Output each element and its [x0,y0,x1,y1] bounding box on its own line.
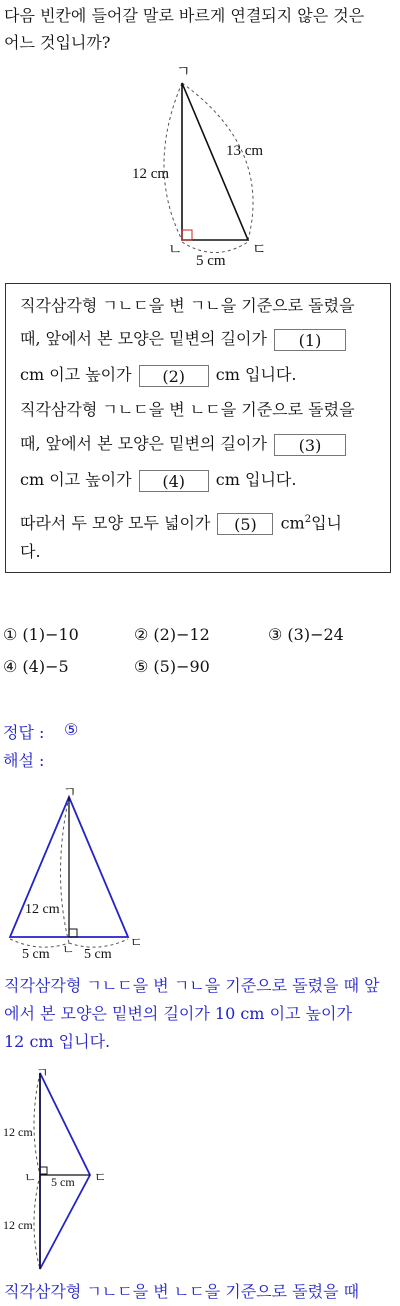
box-line-3 [20,364,296,387]
vertex-bottom-right-label: ㄷ [252,242,267,258]
vertex-top-label: ㄱ [176,64,191,80]
fig3-right-label: ㄷ [94,1170,107,1185]
fig2-base-left-label: 5 cm [22,947,50,962]
hypotenuse-label: 13 cm [226,143,264,159]
box-line-1: 직각삼각형 ㄱㄴㄷ을 변 ㄱㄴ을 기준으로 돌렸을 [20,296,355,315]
box-text: cm 이고 높이가 [20,470,132,489]
fig2-base-right-label: 5 cm [84,947,112,962]
answer-label: 정답 : [3,723,45,742]
fill-in-box [5,283,391,573]
box-text: 때, 앞에서 본 모양은 밑변의 길이가 [20,434,267,453]
box-text: 때, 앞에서 본 모양은 밑변의 길이가 [20,329,267,348]
box-line-7 [20,509,342,535]
option-5[interactable]: ⑤ (5)−90 [134,657,210,676]
fig2-top-label: ㄱ [63,786,77,801]
explanation-line: 에서 본 모양은 밑변의 길이가 10 cm 이고 높이가 [4,1004,352,1023]
option-4[interactable]: ④ (4)−5 [3,657,69,676]
box-line-8: 다. [20,542,41,561]
base-label: 5 cm [196,253,226,269]
question-text [4,2,398,56]
blank-2: (2) [139,365,209,387]
box-text: 입니 [311,513,342,533]
box-line-6 [20,469,296,492]
box-text: cm 입니다. [215,365,297,384]
rotated-triangle-figure-2 [0,1065,130,1275]
explanation-text-2: 직각삼각형 ㄱㄴㄷ을 변 ㄴㄷ을 기준으로 돌렸을 때 [4,1282,360,1301]
superscript: 2 [304,514,312,525]
question-line-1: 다음 빈칸에 들어갈 말로 바르게 연결되지 않은 것은 [4,6,365,25]
blank-1: (1) [274,329,346,351]
explanation-text-1 [4,972,400,1056]
explanation-label: 해설 : [3,751,45,770]
answer-value: ⑤ [64,720,79,739]
fig2-bottom-right-label: ㄷ [130,935,143,950]
fig3-base-label: 5 cm [51,1175,75,1189]
fig3-height-top-label: 12 cm [3,1125,33,1139]
fig2-height-label: 12 cm [25,902,60,917]
fig3-mid-label: ㄴ [24,1170,37,1185]
height-label: 12 cm [132,166,170,182]
box-line-2 [20,328,348,351]
blank-3: (3) [274,434,346,456]
blank-5: (5) [217,513,273,535]
fig3-height-bottom-label: 12 cm [3,1218,33,1232]
question-line-2: 어느 것입니까? [4,33,111,52]
box-line-4: 직각삼각형 ㄱㄴㄷ을 변 ㄴㄷ을 기준으로 돌렸을 [20,400,355,419]
blank-4: (4) [139,470,209,492]
explanation-line: 12 cm 입니다. [4,1032,111,1051]
fig3-top-label: ㄱ [36,1065,49,1080]
option-1[interactable]: ① (1)−10 [3,625,79,644]
box-text: cm 입니다. [215,470,297,489]
fig2-bottom-mid-label: ㄴ [62,942,75,957]
box-text: cm 이고 높이가 [20,365,132,384]
vertex-bottom-left-label: ㄴ [168,242,183,258]
option-2[interactable]: ② (2)−12 [134,625,210,644]
option-3[interactable]: ③ (3)−24 [268,625,344,644]
box-text: cm [280,513,305,533]
explanation-line: 직각삼각형 ㄱㄴㄷ을 변 ㄱㄴ을 기준으로 돌렸을 때 앞 [4,976,380,995]
box-line-5 [20,433,348,456]
box-text: 따라서 두 모양 모두 넓이가 [20,513,211,533]
